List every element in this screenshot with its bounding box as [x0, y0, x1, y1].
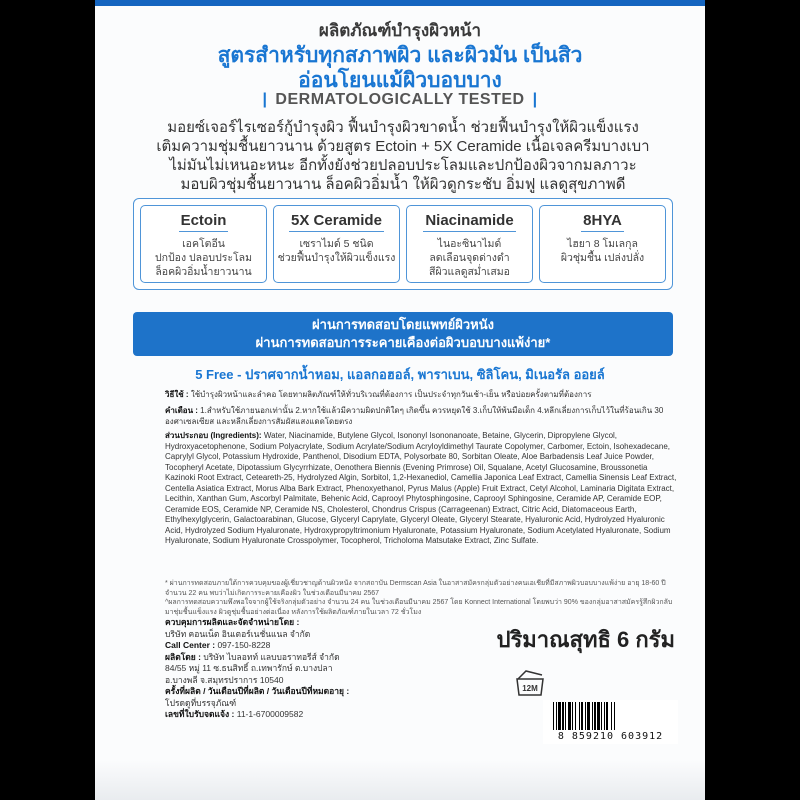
warning — [165, 406, 677, 427]
ingredient-desc — [278, 237, 396, 265]
ingredient-desc-line: ปกป้อง ปลอบประโลม — [154, 252, 253, 264]
footnote: * ผ่านการทดสอบภายใต้การควบคุมของผู้เชี่ยวชาญด้านผิวหนัง จากสถาบัน Dermscan Asia ในอาสาสมัครกลุ่มตัวอย่างคนเอเชียที่มีสภาพผิวบอบบางแพ้ง่าย อายุ 18-60 ปี จำนวน 22 คน พบว่าไม่เกิดการระคายเคืองผิว ในช่วงเดือนมีนาคม 2567 — [165, 580, 666, 597]
barcode-bars — [553, 702, 673, 730]
ingredient-desc — [429, 237, 510, 279]
distributor-label: ควบคุมการผลิตและจัดจำหน่ายโดย : — [165, 617, 300, 627]
description-line: มอยซ์เจอร์ไรเซอร์กู้บำรุงผิว ฟื้นบำรุงผิวขาดน้ำ ช่วยฟื้นบำรุงให้ผิวแข็งแรง — [167, 119, 639, 136]
bottom-shade — [95, 760, 705, 800]
dermatologically-tested — [95, 91, 705, 109]
net-content: ปริมาณสุทธิ 6 กรัม — [496, 627, 675, 652]
call-center-number: 097-150-8228 — [217, 640, 271, 650]
product-type: ผลิตภัณฑ์บำรุงผิวหน้า — [318, 21, 482, 40]
ingredient-desc-line: ผิวชุ่มชื้น เปล่งปลั่ง — [560, 252, 645, 264]
ingredient-desc-line: เซราไมด์ 5 ชนิด — [299, 238, 374, 250]
ingredient-desc-line: ลดเลือนจุดด่างดำ — [429, 252, 510, 264]
ingredient-card-8hya — [539, 205, 666, 283]
date-value: โปรดดูที่บรรจุภัณฑ์ — [165, 697, 237, 708]
ingredient-desc — [561, 237, 644, 265]
tested-text: DERMATOLOGICALLY TESTED — [275, 91, 525, 108]
usage-text: ใช้บำรุงผิวหน้าและลำคอ โดยทาผลิตภัณฑ์ให้ทั่วบริเวณที่ต้องการ เป็นประจำทุกวันเช้า-เย็น หรือบ่อยครั้งตามที่ต้องการ — [190, 390, 592, 399]
headline-line-1: สูตรสำหรับทุกสภาพผิว และผิวมัน เป็นสิว — [217, 44, 583, 67]
pao-label: 12M — [522, 684, 538, 693]
ingredient-name: Niacinamide — [423, 212, 515, 232]
barcode-bar — [615, 702, 616, 730]
producer-label: ผลิตโดย : — [165, 651, 201, 662]
description-line: มอบผิวชุ่มชื้นยาวนาน ล็อคผิวอิ่มน้ำ ให้ผิวดูกระชับ อิ่มฟู แลดูสุขภาพดี — [180, 176, 626, 193]
usage-instructions — [165, 390, 677, 401]
ingredient-desc-line: เอคโตอีน — [182, 238, 225, 250]
package-back-panel — [95, 0, 705, 800]
top-color-band — [95, 0, 705, 6]
banner-line: ผ่านการทดสอบโดยแพทย์ผิวหนัง — [312, 317, 494, 332]
banner-line: ผ่านการทดสอบการระคายเคืองต่อผิวบอบบางแพ้ง่าย* — [255, 335, 551, 350]
ingredient-desc-line: ไนอะซินาไมด์ — [437, 238, 502, 250]
pao-jar-icon — [513, 669, 547, 697]
ingredient-desc-line: ไฮยา 8 โมเลกุล — [567, 238, 638, 250]
warning-label: คำเตือน : — [165, 406, 198, 415]
ingredient-desc-line: ล็อคผิวอิ่มน้ำยาวนาน — [155, 266, 252, 278]
producer-address: อ.บางพลี จ.สมุทรปราการ 10540 — [165, 674, 284, 685]
description-line: ไม่มันไม่เหนอะหนะ อีกทั้งยังช่วยปลอบประโลมและปกป้องผิวจากมลภาวะ — [169, 157, 637, 174]
ingredients-list — [165, 431, 677, 547]
tested-banner — [133, 312, 673, 356]
ingredient-desc-line: ช่วยฟื้นบำรุงให้ผิวแข็งแรง — [277, 252, 396, 264]
ingredient-name: Ectoin — [179, 212, 229, 232]
usage-label: วิธีใช้ : — [165, 390, 189, 399]
distributor-name: บริษัท คอนเน็ต อินเตอร์เนชั่นแนล จำกัด — [165, 628, 311, 639]
barcode-number: 8 859210 603912 — [557, 731, 664, 742]
ingredient-card-niacinamide — [406, 205, 533, 283]
divider-bar-right: | — [532, 91, 538, 108]
call-center-label: Call Center : — [165, 640, 216, 650]
ingredient-card-ceramide — [273, 205, 400, 283]
manufacturer-info — [165, 617, 425, 721]
barcode — [543, 700, 678, 744]
ingredient-name: 8HYA — [581, 212, 624, 232]
footnotes — [165, 579, 677, 617]
ingredient-card-ectoin — [140, 205, 267, 283]
key-ingredients-box — [133, 198, 673, 290]
ingredient-desc-line: สีผิวแลดูสม่ำเสมอ — [429, 266, 510, 278]
producer-name: บริษัท ไบลอทท์ แลบบอราทอรีส์ จำกัด — [203, 651, 340, 662]
ingredient-name: 5X Ceramide — [289, 212, 384, 232]
description-line: เติมความชุ่มชื้นยาวนาน ด้วยสูตร Ectoin + 5X Ceramide เนื้อเจลครีมบางเบา — [156, 138, 650, 155]
footnote: ^ผลการทดสอบความพึงพอใจจากผู้ใช้จริงกลุ่มตัวอย่าง จำนวน 24 คน ในช่วงเดือนมีนาคม 2567 โดย Konnect International โดยพบว่า 90% ของกลุ่มอาสาสมัครรู้สึกผิวกลับมาชุ่มชื้นแข็งแรง ผิวดูชุ่มชื้นอย่างต่อเนื่อง หลังการใช้ผลิตภัณฑ์ภายในเวลา 72 ชั่วโมง — [165, 599, 673, 616]
headline-line-2: อ่อนโยนแม้ผิวบอบบาง — [298, 69, 502, 92]
notification-number: 11-1-6700009582 — [236, 709, 304, 719]
date-label: ครั้งที่ผลิต / วันเดือนปีที่ผลิต / วันเดือนปีที่หมดอายุ : — [165, 686, 350, 696]
ingredient-desc — [155, 237, 252, 279]
warning-text: 1.สำหรับใช้ภายนอกเท่านั้น 2.หากใช้แล้วมีความผิดปกติใดๆ เกิดขึ้น ควรหยุดใช้ 3.เก็บให้พ้นมือเด็ก 4.หลีกเลี่ยงการเก็บไว้ในที่ร้อนเกิน 30 องศาเซลเซียส และหลีกเลี่ยงการสัมผัสแสงแดดโดยตรง — [165, 406, 664, 426]
product-description — [133, 118, 673, 194]
ingredients-label: ส่วนประกอบ (Ingredients): — [165, 431, 262, 440]
divider-bar-left: | — [262, 91, 268, 108]
producer-address: 84/55 หมู่ 11 ซ.ธนสิทธิ์ ถ.เทพารักษ์ ต.บางปลา — [165, 663, 333, 673]
notification-label: เลขที่ใบรับจดแจ้ง : — [165, 709, 235, 719]
ingredients-text: Water, Niacinamide, Butylene Glycol, Isononyl Isononanoate, Betaine, Glycerin, Dipropylene Glycol, Hydroxyacetophenone, Sodium Polyacrylate, Sodium Acrylate/Sodium Acryloyldimethyl Taurate Copolymer, Carbomer, Ectoin, Isohexadecane, Caprylyl Glycol, Potassium Hydroxide, Panthenol, Disodium EDTA, Polysorbate 80, Sorbitan Oleate, Aloe Barbadensis Leaf Juice Powder, Tocopheryl Acetate, Dipotassium Glycyrrhizate, Oenothera Biennis (Evening Primrose) Oil, Squalane, Acetyl Glucosamine, Broussonetia Kazinoki Root Extract, Ceteareth-25, Hydrolyzed Algin, Sorbitol, 1,2-Hexanediol, Camellia Japonica Leaf Extract, Camellia Sinensis Leaf Extract, Centella Asiatica Extract, Morus Alba Bark Extract, Phenoxyethanol, Pyrus Malus (Apple) Fruit Extract, Cetyl Alcohol, Laminaria Digitata Extract, Lecithin, Xanthan Gum, Ascorbyl Palmitate, Behenic Acid, Caprooyl Phytosphingosine, Caprooyl Sphingosine, Ceramide AP, Ceramide EOP, Ceramide EOS, Ceramide NP, Ceramide NS, Cholesterol, Chondrus Crispus (Carrageenan) Extract, Citric Acid, Diatomaceous Earth, Ethylhexylglycerin, Galactoarabinan, Glucose, Glyceryl Caprylate, Glyceryl Oleate, Glyceryl Stearate, Hyaluronic Acid, Hydrolyzed Hyaluronic Acid, Hydrolyzed Sodium Hyaluronate, Hydroxypropyltrimonium Hyaluronate, Potassium Hyaluronate, Sodium Acetylated Hyaluronate, Sodium Hyaluronate, Sodium Hyaluronate Crosspolymer, Tocopherol, Tricholoma Matsutake Extract, Zinc Sulfate. — [165, 431, 677, 545]
five-free-claim: 5 Free - ปราศจากน้ำหอม, แอลกอฮอล์, พาราเบน, ซิลิโคน, มิเนอรัล ออยล์ — [195, 367, 605, 382]
